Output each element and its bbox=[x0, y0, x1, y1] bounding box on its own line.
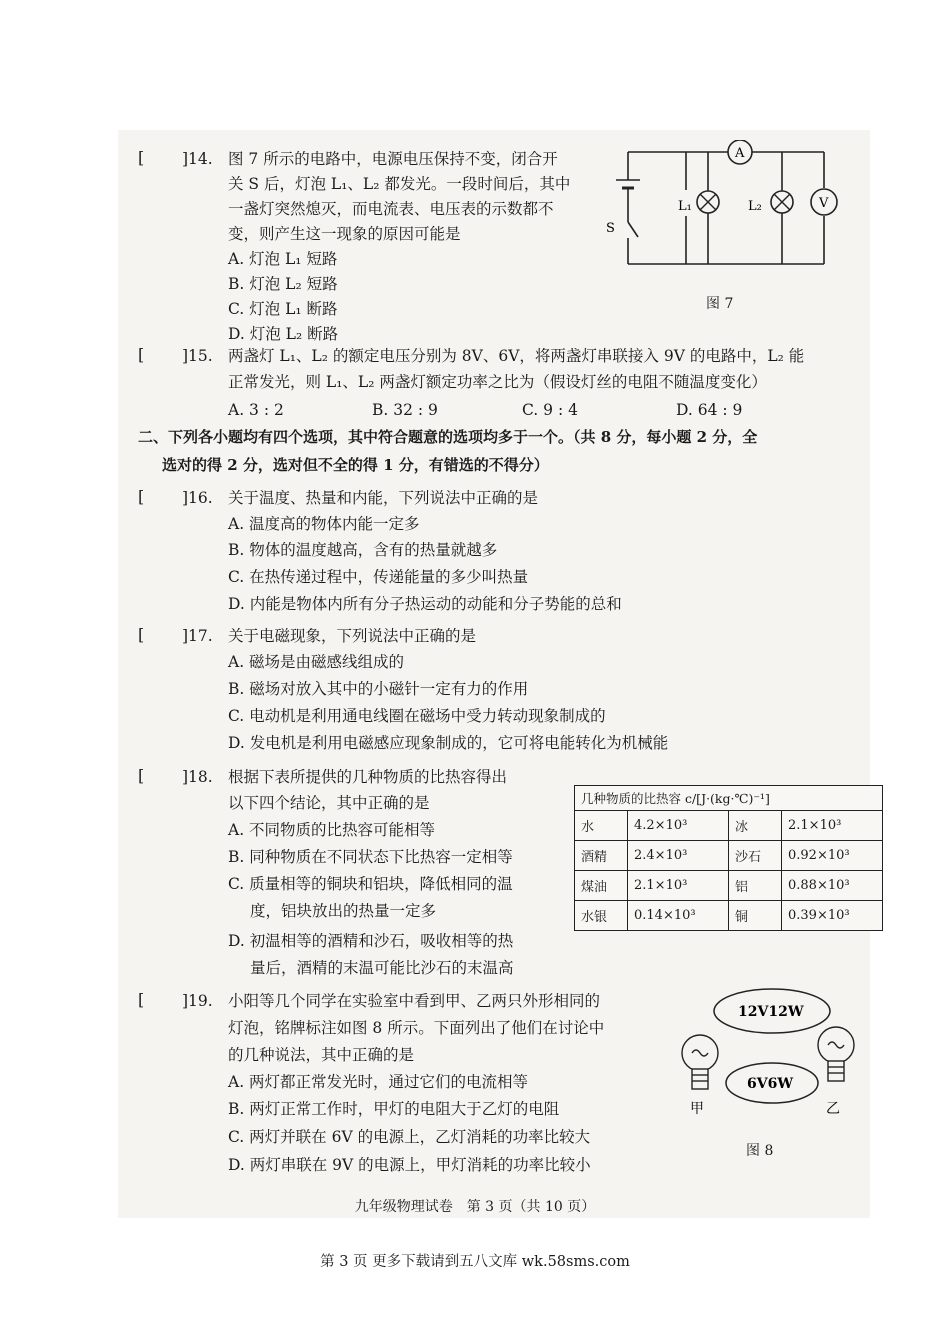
figure-8-caption: 图 8 bbox=[746, 1143, 774, 1159]
table-cell: 沙石 bbox=[729, 841, 782, 871]
q19-line: 灯泡，铭牌标注如图 8 所示。下面列出了他们在讨论中 bbox=[228, 1019, 605, 1037]
table-cell: 0.14×10³ bbox=[628, 901, 729, 931]
bulb-jia-icon bbox=[682, 1035, 718, 1089]
table-cell: 水银 bbox=[575, 901, 628, 931]
q14-number: ]14. bbox=[182, 150, 213, 168]
q16-number: ]16. bbox=[182, 489, 213, 507]
q18-option: B. 同种物质在不同状态下比热容一定相等 bbox=[228, 848, 513, 866]
table-cell: 铜 bbox=[729, 901, 782, 931]
q17-option: A. 磁场是由磁感线组成的 bbox=[228, 653, 405, 671]
q14-option: A. 灯泡 L₁ 短路 bbox=[228, 250, 338, 268]
bulb-yi-label: 乙 bbox=[826, 1101, 840, 1117]
answer-bracket: [ bbox=[138, 990, 145, 1009]
q16-option: B. 物体的温度越高，含有的热量就越多 bbox=[228, 541, 498, 559]
q16-option: A. 温度高的物体内能一定多 bbox=[228, 515, 420, 533]
voltmeter-label: V bbox=[819, 196, 829, 211]
q19-line: 小阳等几个同学在实验室中看到甲、乙两只外形相同的 bbox=[228, 992, 601, 1010]
q19-line: 的几种说法，其中正确的是 bbox=[228, 1046, 415, 1064]
q18-option-cont: 度，铝块放出的热量一定多 bbox=[250, 902, 437, 920]
q14-line: 变，则产生这一现象的原因可能是 bbox=[228, 225, 461, 243]
page-number-footer: 九年级物理试卷 第 3 页（共 10 页） bbox=[354, 1199, 596, 1215]
q16-stem: 关于温度、热量和内能，下列说法中正确的是 bbox=[228, 489, 539, 507]
table-row bbox=[575, 841, 883, 871]
q17-option: C. 电动机是利用通电线圈在磁场中受力转动现象制成的 bbox=[228, 707, 606, 725]
q16-option: C. 在热传递过程中，传递能量的多少叫热量 bbox=[228, 568, 529, 586]
table-row bbox=[575, 871, 883, 901]
section-2-heading: 选对的得 2 分，选对但不全的得 1 分，有错选的不得分） bbox=[162, 456, 549, 474]
q18-option: D. 初温相等的酒精和沙石，吸收相等的热 bbox=[228, 932, 514, 950]
q16-option: D. 内能是物体内所有分子热运动的动能和分子势能的总和 bbox=[228, 595, 622, 613]
q18-option-cont: 量后，酒精的末温可能比沙石的末温高 bbox=[250, 959, 514, 977]
bubble-label-12v12w: 12V12W bbox=[738, 1004, 804, 1020]
answer-bracket: [ bbox=[138, 148, 145, 167]
q18-line: 根据下表所提供的几种物质的比热容得出 bbox=[228, 768, 508, 786]
q14-option: B. 灯泡 L₂ 短路 bbox=[228, 275, 338, 293]
q14-line: 关 S 后，灯泡 L₁、L₂ 都发光。一段时间后，其中 bbox=[228, 175, 571, 193]
q18-line: 以下四个结论，其中正确的是 bbox=[228, 794, 430, 812]
table-cell: 水 bbox=[575, 811, 628, 841]
table-cell: 0.92×10³ bbox=[782, 841, 883, 871]
download-source-footer: 第 3 页 更多下载请到五八文库 wk.58sms.com bbox=[320, 1254, 630, 1270]
q15-option: A. 3 : 2 bbox=[228, 401, 284, 419]
answer-bracket: [ bbox=[138, 766, 145, 785]
bulb-jia-label: 甲 bbox=[690, 1101, 704, 1117]
specific-heat-table bbox=[574, 785, 883, 931]
q14-line: 图 7 所示的电路中，电源电压保持不变，闭合开 bbox=[228, 150, 558, 168]
answer-bracket: [ bbox=[138, 345, 145, 364]
q17-stem: 关于电磁现象，下列说法中正确的是 bbox=[228, 627, 477, 645]
q19-number: ]19. bbox=[182, 992, 213, 1010]
table-header-row bbox=[575, 786, 883, 811]
switch-label: S bbox=[606, 221, 615, 236]
q15-option: C. 9 : 4 bbox=[522, 401, 578, 419]
table-cell: 2.4×10³ bbox=[628, 841, 729, 871]
q18-option: A. 不同物质的比热容可能相等 bbox=[228, 821, 436, 839]
q14-option: C. 灯泡 L₁ 断路 bbox=[228, 300, 338, 318]
lamp-l2-icon bbox=[771, 191, 793, 213]
table-header: 几种物质的比热容 c/[J·(kg·℃)⁻¹] bbox=[575, 786, 883, 811]
q19-option: B. 两灯正常工作时，甲灯的电阻大于乙灯的电阻 bbox=[228, 1100, 560, 1118]
q17-option: B. 磁场对放入其中的小磁针一定有力的作用 bbox=[228, 680, 529, 698]
q15-line: 正常发光，则 L₁、L₂ 两盏灯额定功率之比为（假设灯丝的电阻不随温度变化） bbox=[228, 373, 767, 391]
table-cell: 2.1×10³ bbox=[628, 871, 729, 901]
q19-option: C. 两灯并联在 6V 的电源上，乙灯消耗的功率比较大 bbox=[228, 1128, 591, 1146]
q14-option: D. 灯泡 L₂ 断路 bbox=[228, 325, 339, 343]
table-cell: 2.1×10³ bbox=[782, 811, 883, 841]
table-cell: 4.2×10³ bbox=[628, 811, 729, 841]
section-2-heading: 二、下列各小题均有四个选项，其中符合题意的选项均多于一个。（共 8 分，每小题 2 分，全 bbox=[138, 428, 758, 446]
figure-7-caption: 图 7 bbox=[706, 296, 734, 312]
q17-option: D. 发电机是利用电磁感应现象制成的，它可将电能转化为机械能 bbox=[228, 734, 669, 752]
q19-option: A. 两灯都正常发光时，通过它们的电流相等 bbox=[228, 1073, 529, 1091]
q18-option: C. 质量相等的铜块和铝块，降低相同的温 bbox=[228, 875, 513, 893]
table-cell: 煤油 bbox=[575, 871, 628, 901]
q15-number: ]15. bbox=[182, 347, 213, 365]
answer-bracket: [ bbox=[138, 625, 145, 644]
table-cell: 酒精 bbox=[575, 841, 628, 871]
ammeter-label: A bbox=[735, 146, 745, 161]
q15-option: B. 32 : 9 bbox=[372, 401, 438, 419]
answer-bracket: [ bbox=[138, 487, 145, 506]
figure-8-bulbs bbox=[678, 985, 858, 1130]
table-row bbox=[575, 811, 883, 841]
bubble-label-6v6w: 6V6W bbox=[747, 1076, 794, 1092]
q15-line: 两盏灯 L₁、L₂ 的额定电压分别为 8V、6V，将两盏灯串联接入 9V 的电路中，L₂ 能 bbox=[228, 347, 805, 365]
table-cell: 0.88×10³ bbox=[782, 871, 883, 901]
table-cell: 冰 bbox=[729, 811, 782, 841]
table-cell: 0.39×10³ bbox=[782, 901, 883, 931]
q15-option: D. 64 : 9 bbox=[676, 401, 743, 419]
q18-number: ]18. bbox=[182, 768, 213, 786]
table-cell: 铝 bbox=[729, 871, 782, 901]
lamp-l2-label: L₂ bbox=[748, 199, 762, 214]
table-row bbox=[575, 901, 883, 931]
lamp-l1-label: L₁ bbox=[678, 199, 692, 214]
lamp-l1-icon bbox=[697, 191, 719, 213]
q19-option: D. 两灯串联在 9V 的电源上，甲灯消耗的功率比较小 bbox=[228, 1156, 591, 1174]
q14-line: 一盏灯突然熄灭，而电流表、电压表的示数都不 bbox=[228, 200, 554, 218]
q17-number: ]17. bbox=[182, 627, 213, 645]
bulb-yi-icon bbox=[818, 1027, 854, 1081]
figure-7-circuit bbox=[598, 140, 860, 290]
